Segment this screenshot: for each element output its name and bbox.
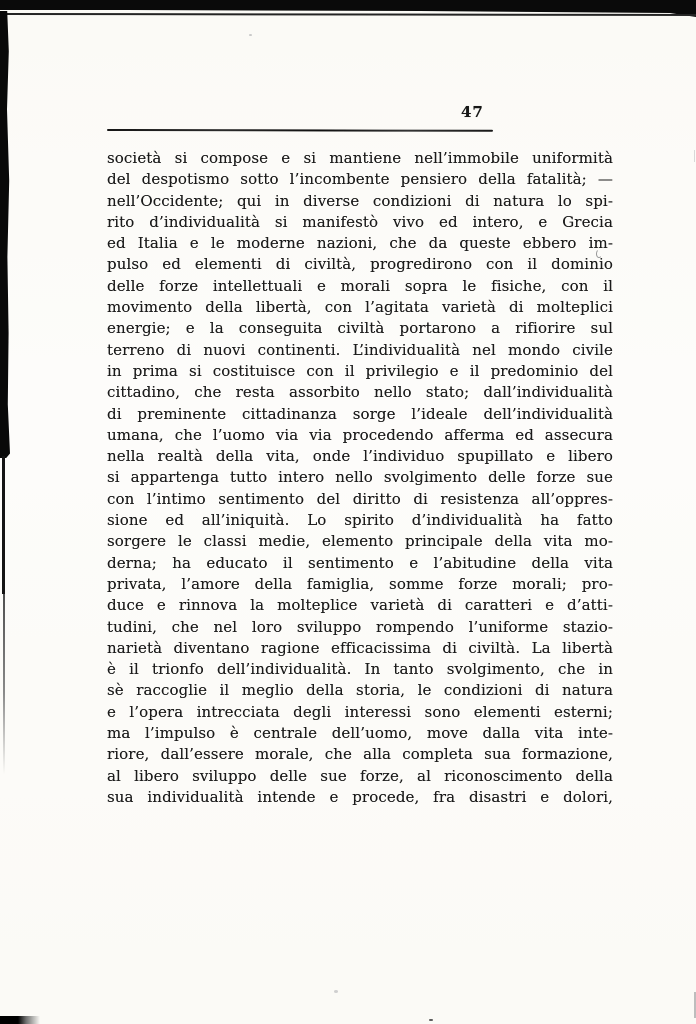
text-line: sè raccoglie il meglio della storia, le condizioni di natura bbox=[107, 681, 613, 700]
text-line: umana, che l’uomo via via procedendo afferma ed assecura bbox=[107, 425, 613, 444]
scan-speck bbox=[596, 249, 602, 258]
text-line: terreno di nuovi continenti. L’individualità nel mondo civile bbox=[107, 340, 613, 359]
text-line: energie; e la conseguita civiltà portarono a rifiorire sul bbox=[107, 319, 613, 338]
text-line: nella realtà della vita, onde l’individuo spupillato e libero bbox=[107, 447, 613, 466]
text-line: in prima si costituisce con il privilegio e il predominio del bbox=[107, 361, 613, 380]
text-line: privata, l’amore della famiglia, somme forze morali; pro- bbox=[107, 574, 613, 593]
text-line: riore, dall’essere morale, che alla completa sua formazione, bbox=[107, 745, 613, 764]
text-line: pulso ed elementi di civiltà, progredirono con il dominio bbox=[107, 255, 613, 274]
text-line: sorgere le classi medie, elemento principale della vita mo- bbox=[107, 532, 613, 551]
text-line: ma l’impulso è centrale dell’uomo, move dalla vita inte- bbox=[107, 724, 613, 743]
text-line: sione ed all’iniquità. Lo spirito d’individualità ha fatto bbox=[107, 511, 613, 530]
scan-page-edge-line bbox=[7, 13, 696, 16]
scan-speck bbox=[429, 1019, 433, 1021]
text-line: delle forze intellettuali e morali sopra le fisiche, con il bbox=[107, 276, 613, 295]
text-line: di preminente cittadinanza sorge l’ideale dell’individualità bbox=[107, 404, 613, 423]
text-line: è il trionfo dell’individualità. In tanto svolgimento, che in bbox=[107, 660, 613, 679]
text-line: società si compose e si mantiene nell’immobile uniformità bbox=[107, 149, 613, 167]
text-line: duce e rinnova la molteplice varietà di caratteri e d’atti- bbox=[107, 596, 613, 615]
text-line: movimento della libertà, con l’agitata varietà di molteplici bbox=[107, 298, 613, 317]
scan-bottom-left-mark bbox=[0, 1016, 40, 1024]
page-number: 47 bbox=[461, 103, 484, 121]
scan-right-edge-mark bbox=[694, 150, 695, 162]
text-line: con l’intimo sentimento del diritto di resistenza all’oppres- bbox=[107, 489, 613, 508]
header-rule bbox=[107, 129, 493, 132]
text-line: rito d’individualità si manifestò vivo ed intero, e Grecia bbox=[107, 212, 613, 231]
scan-left-gutter-strip bbox=[0, 11, 10, 458]
text-line: e l’opera intrecciata degli interessi sono elementi esterni; bbox=[107, 702, 613, 721]
text-line: ed Italia e le moderne nazioni, che da queste ebbero im- bbox=[107, 234, 613, 253]
scan-speck bbox=[334, 990, 338, 993]
text-line: al libero sviluppo delle sue forze, al riconoscimento della bbox=[107, 766, 613, 785]
text-line: si appartenga tutto intero nello svolgimento delle forze sue bbox=[107, 468, 613, 487]
text-line: del despotismo sotto l’incombente pensiero della fatalità; — bbox=[107, 170, 613, 189]
text-line: tudini, che nel loro sviluppo rompendo l’uniforme stazio- bbox=[107, 617, 613, 636]
text-line: cittadino, che resta assorbito nello stato; dall’individualità bbox=[107, 383, 613, 402]
scan-speck bbox=[249, 34, 252, 36]
text-line: narietà diventano ragione efficacissima di civiltà. La libertà bbox=[107, 638, 613, 657]
scan-left-gutter-strip-thin bbox=[2, 456, 5, 594]
text-line: nell’Occidente; qui in diverse condizioni di natura lo spi- bbox=[107, 191, 613, 210]
scan-left-gutter-strip-faint bbox=[3, 594, 5, 774]
text-block bbox=[107, 148, 613, 808]
text-line: derna; ha educato il sentimento e l’abitudine della vita bbox=[107, 553, 613, 572]
text-line: sua individualità intende e procede, fra disastri e dolori, bbox=[107, 787, 613, 806]
